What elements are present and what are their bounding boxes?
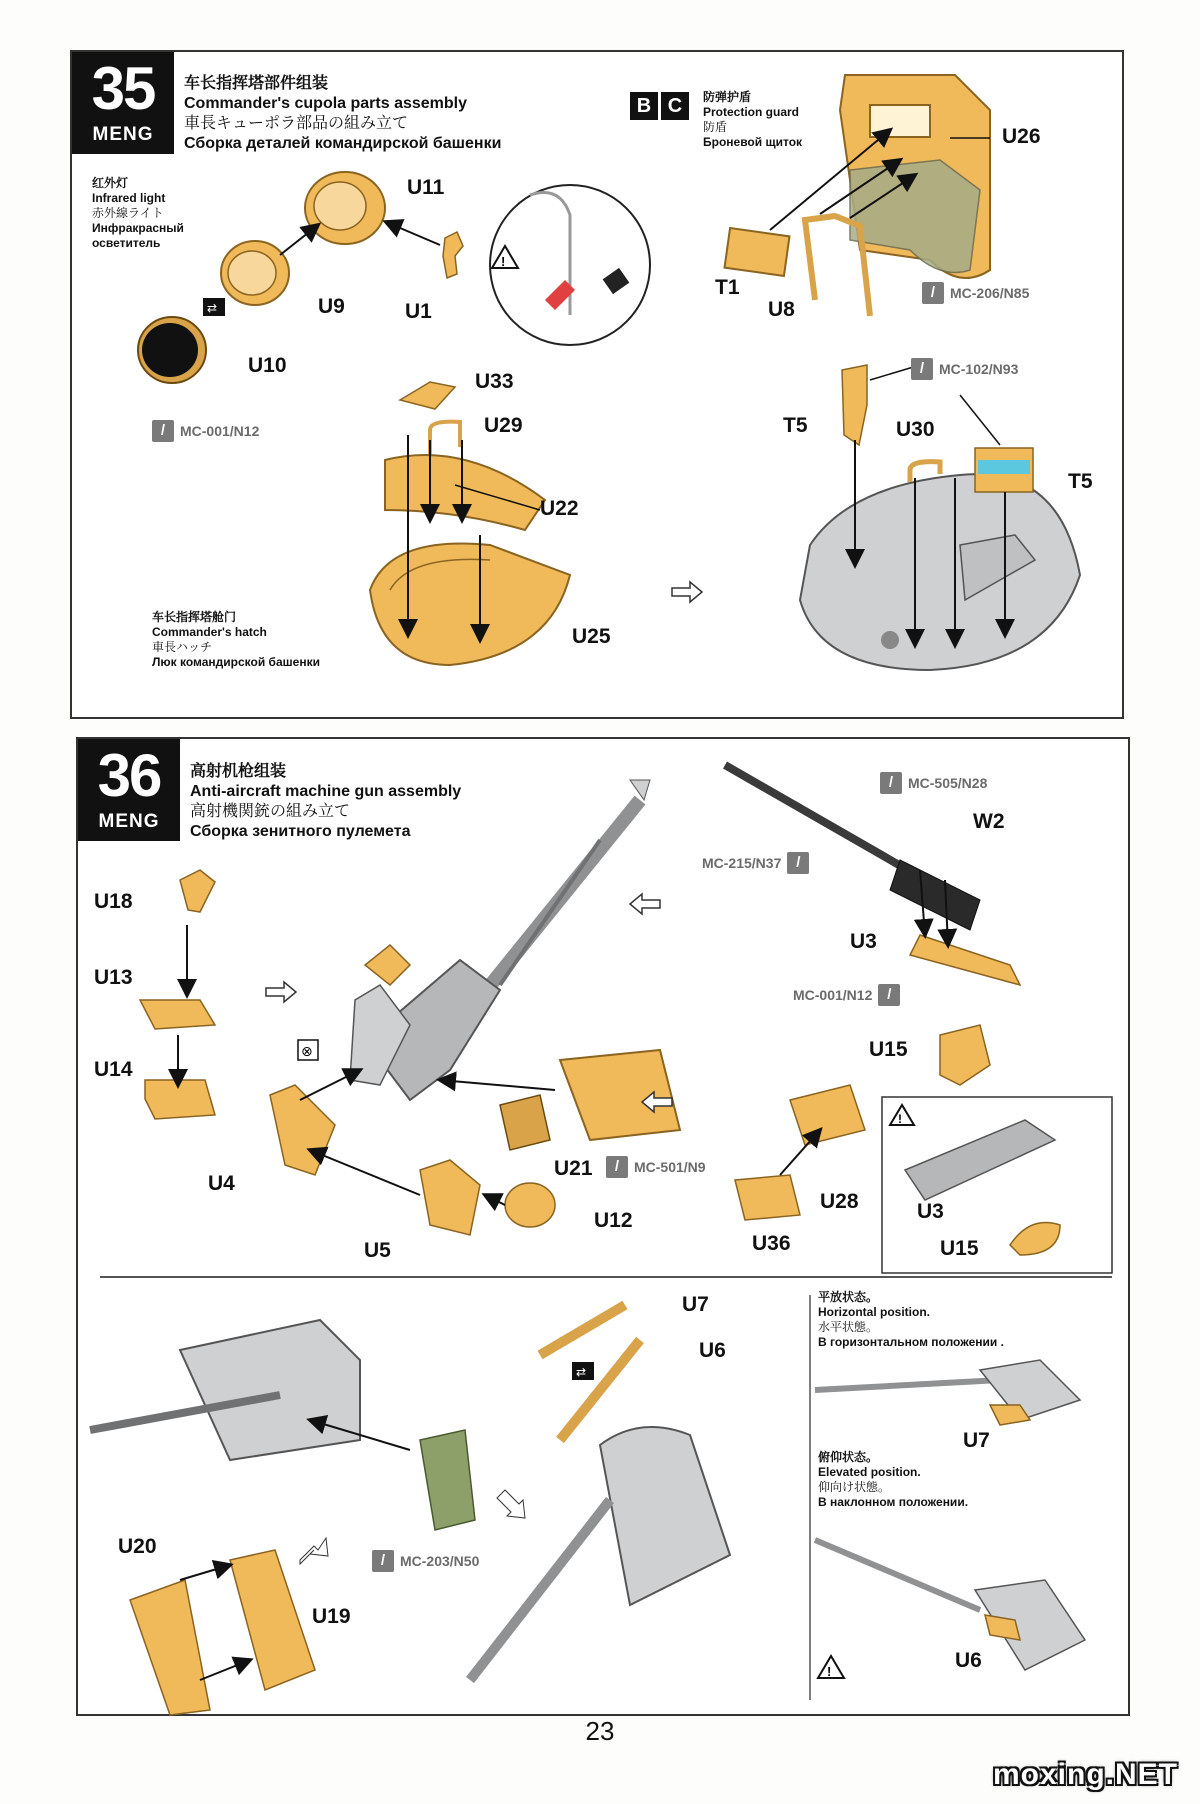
step-number: 36 bbox=[97, 742, 161, 809]
part-label-u25: U25 bbox=[572, 625, 611, 648]
part-label-t5-left: T5 bbox=[783, 414, 808, 437]
page-number: 23 bbox=[585, 1716, 615, 1746]
note-en: Elevated position. bbox=[818, 1465, 921, 1479]
note-zh: 平放状态。 bbox=[818, 1290, 879, 1304]
part-label-u15: U15 bbox=[869, 1038, 908, 1061]
title-ja: 車長キューポラ部品の組み立て bbox=[184, 115, 409, 132]
svg-text:⇄: ⇄ bbox=[207, 301, 218, 315]
part-label-u6-elevated: U6 bbox=[955, 1649, 982, 1672]
paint-callout bbox=[702, 850, 809, 876]
elevation-parts bbox=[470, 1305, 730, 1680]
part-label-u18: U18 bbox=[94, 890, 133, 913]
note-en: Infrared light bbox=[92, 191, 166, 205]
part-label-u14: U14 bbox=[94, 1058, 133, 1081]
part-label-u29: U29 bbox=[484, 414, 523, 437]
paint-code: MC-505/N28 bbox=[908, 775, 988, 791]
part-label-u7-horizontal: U7 bbox=[963, 1429, 990, 1452]
svg-text:⊗: ⊗ bbox=[301, 1044, 313, 1060]
title-en: Commander's cupola parts assembly bbox=[184, 95, 468, 112]
part-label-u15-inset: U15 bbox=[940, 1237, 979, 1260]
part-label-u12: U12 bbox=[594, 1209, 633, 1232]
step-number: 35 bbox=[91, 55, 155, 122]
note-ja: 仰向け状態。 bbox=[818, 1480, 891, 1494]
svg-text:!: ! bbox=[898, 1112, 902, 1126]
paint-code: MC-203/N50 bbox=[400, 1553, 480, 1569]
part-label-u9: U9 bbox=[318, 295, 345, 318]
paint-code: MC-102/N93 bbox=[939, 361, 1019, 377]
paint-brush-icon: / bbox=[880, 772, 902, 794]
note-ru: В горизонтальном положении . bbox=[818, 1335, 1004, 1349]
note-zh: 车长指挥塔舱门 bbox=[152, 610, 237, 624]
part-label-u6: U6 bbox=[699, 1339, 726, 1362]
title-ru: Сборка деталей командирской башенки bbox=[184, 135, 502, 152]
note-en: Protection guard bbox=[703, 105, 800, 119]
note-ja: 防盾 bbox=[703, 120, 728, 134]
svg-text:!: ! bbox=[501, 254, 506, 269]
brand-logo: MENG bbox=[92, 124, 154, 145]
note-ru: Броневой щиток bbox=[703, 135, 803, 149]
paint-brush-icon: / bbox=[922, 282, 944, 304]
part-label-u7: U7 bbox=[682, 1293, 709, 1316]
version-b-badge: B bbox=[630, 92, 658, 120]
part-label-u13: U13 bbox=[94, 966, 133, 989]
title-ru: Сборка зенитного пулемета bbox=[190, 823, 411, 840]
mount-parts bbox=[140, 870, 296, 1119]
part-label-u3: U3 bbox=[850, 930, 877, 953]
svg-text:!: ! bbox=[827, 1664, 832, 1679]
paint-brush-icon: / bbox=[372, 1550, 394, 1572]
note-ru-2: осветитель bbox=[92, 236, 161, 250]
paint-brush-icon: / bbox=[606, 1156, 628, 1178]
part-label-u4: U4 bbox=[208, 1172, 235, 1195]
paint-code: MC-206/N85 bbox=[950, 285, 1030, 301]
paint-brush-icon: / bbox=[787, 852, 809, 874]
watermark: moxing.NET bbox=[992, 1758, 1178, 1791]
note-zh: 俯仰状态。 bbox=[818, 1450, 879, 1464]
paint-code: MC-215/N37 bbox=[702, 855, 782, 871]
paint-callout bbox=[372, 1548, 479, 1574]
part-label-u10: U10 bbox=[248, 354, 287, 377]
paint-brush-icon: / bbox=[911, 358, 933, 380]
title-zh: 车长指挥塔部件组装 bbox=[184, 75, 329, 92]
note-en: Horizontal position. bbox=[818, 1305, 930, 1319]
part-label-u30: U30 bbox=[896, 418, 935, 441]
paint-code: MC-501/N9 bbox=[634, 1159, 706, 1175]
shield-assembly bbox=[90, 1320, 525, 1715]
paint-brush-icon: / bbox=[878, 984, 900, 1006]
part-label-u21: U21 bbox=[554, 1157, 593, 1180]
note-zh: 防弹护盾 bbox=[703, 90, 752, 104]
part-label-t1: T1 bbox=[715, 276, 740, 299]
part-label-t5-right: T5 bbox=[1068, 470, 1093, 493]
part-label-w2: W2 bbox=[973, 810, 1005, 833]
note-ru: В наклонном положении. bbox=[818, 1495, 969, 1509]
note-en: Commander's hatch bbox=[152, 625, 267, 639]
part-label-u28: U28 bbox=[820, 1190, 859, 1213]
version-c-badge: C bbox=[661, 92, 689, 120]
paint-callout bbox=[793, 982, 900, 1008]
svg-text:⇄: ⇄ bbox=[576, 1365, 587, 1379]
title-en: Anti-aircraft machine gun assembly bbox=[190, 783, 462, 800]
part-label-u36: U36 bbox=[752, 1232, 791, 1255]
note-ru: Люк командирской башенки bbox=[152, 655, 320, 669]
paint-code: MC-001/N12 bbox=[793, 987, 873, 1003]
title-zh: 高射机枪组装 bbox=[190, 763, 287, 780]
detail-inset bbox=[882, 1097, 1112, 1273]
note-ja: 赤外線ライト bbox=[92, 206, 164, 220]
elevated-position-note bbox=[818, 1450, 968, 1510]
note-zh: 红外灯 bbox=[92, 176, 129, 190]
paint-code: MC-001/N12 bbox=[180, 423, 260, 439]
part-label-u19: U19 bbox=[312, 1605, 351, 1628]
horizontal-position-note bbox=[818, 1290, 1004, 1350]
title-ja: 高射機関銃の組み立て bbox=[190, 803, 351, 820]
brand-logo: MENG bbox=[98, 811, 160, 832]
paint-callout bbox=[606, 1154, 706, 1180]
note-ja: 車長ハッチ bbox=[152, 640, 213, 654]
part-label-u33: U33 bbox=[475, 370, 514, 393]
paint-brush-icon: / bbox=[152, 420, 174, 442]
paint-callout bbox=[880, 770, 987, 796]
part-label-u26: U26 bbox=[1002, 125, 1041, 148]
note-ru: Инфракрасный bbox=[92, 221, 184, 235]
part-label-u3-inset: U3 bbox=[917, 1200, 944, 1223]
part-label-u1: U1 bbox=[405, 300, 432, 323]
part-label-u11: U11 bbox=[407, 176, 445, 199]
note-ja: 水平状態。 bbox=[818, 1320, 879, 1334]
part-label-u22: U22 bbox=[540, 497, 579, 520]
part-label-u20: U20 bbox=[118, 1535, 157, 1558]
part-label-u5: U5 bbox=[364, 1239, 391, 1262]
part-label-u8: U8 bbox=[768, 298, 795, 321]
